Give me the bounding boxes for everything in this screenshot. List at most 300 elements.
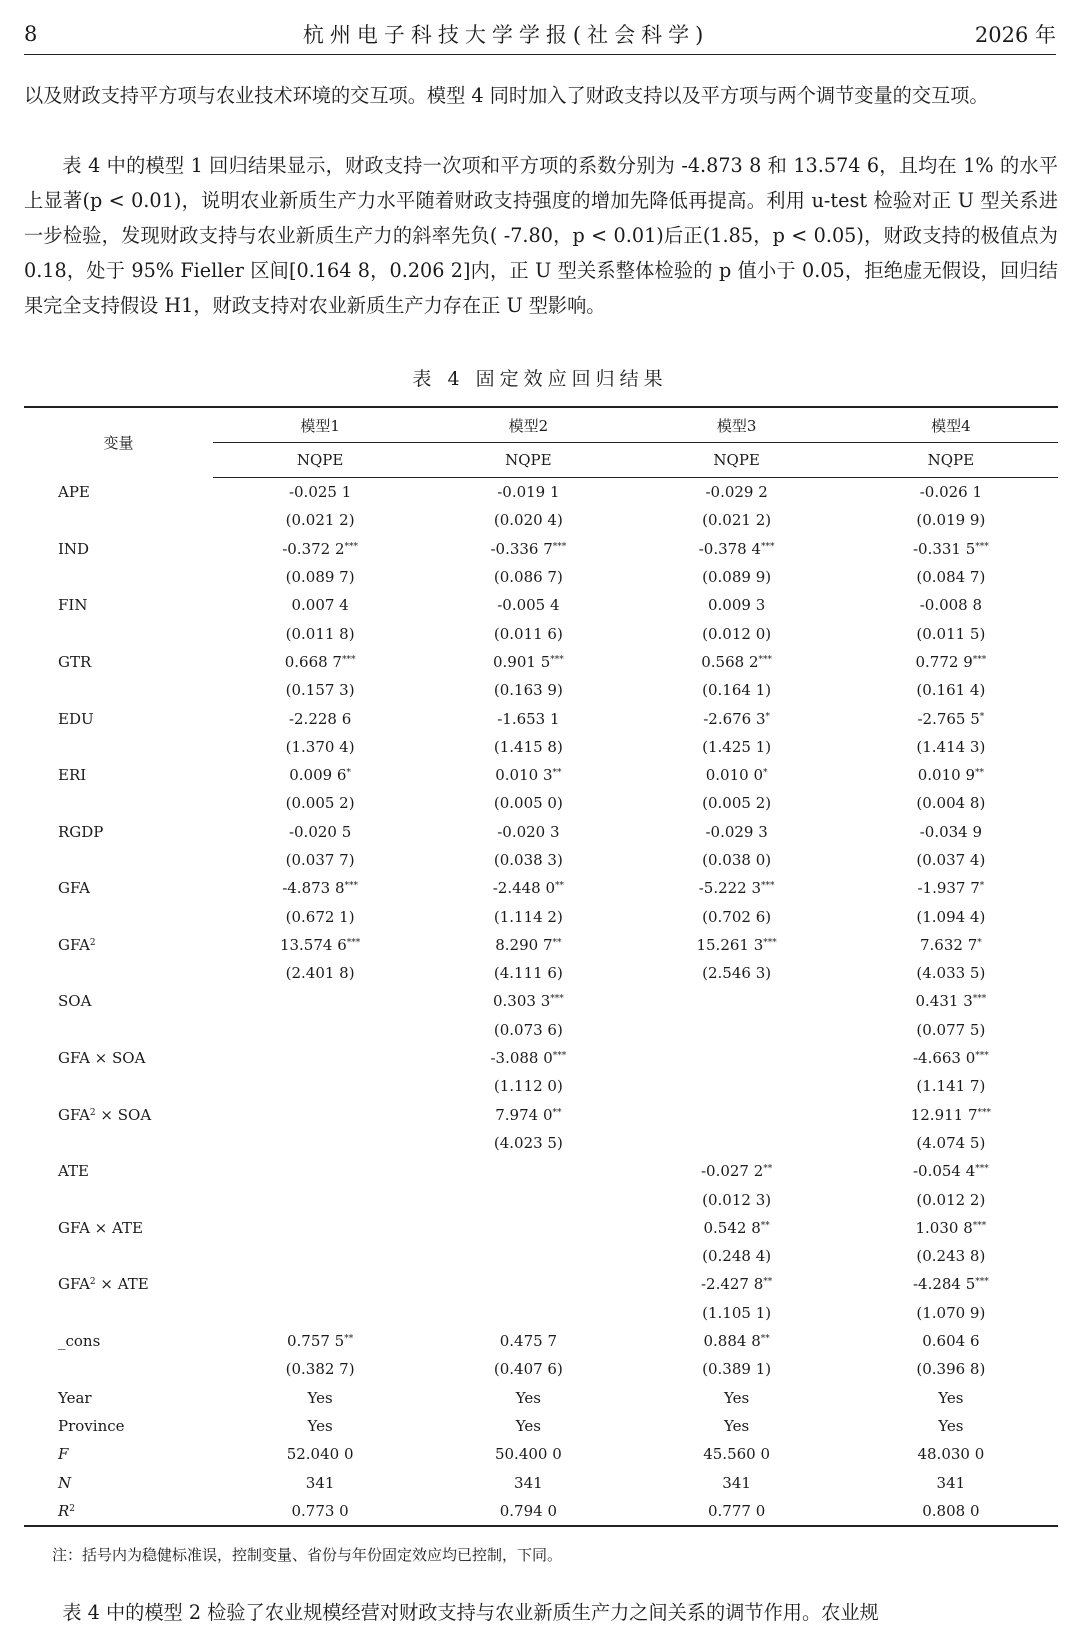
table-row [24, 1214, 1058, 1242]
coefficient-value: 0.010 9 [917, 766, 975, 785]
coefficient-cell [630, 1016, 844, 1044]
coefficient-cell [844, 987, 1058, 1015]
table-row [24, 676, 1058, 704]
coefficient-value: 7.974 0 [495, 1105, 553, 1124]
significance-stars: ** [552, 768, 562, 779]
coefficient-value: -0.020 5 [288, 822, 352, 841]
variable-name-cell [24, 563, 213, 591]
coefficient-value: 50.400 0 [494, 1445, 562, 1464]
coefficient-value: 0.772 9 [915, 652, 973, 671]
coefficient-cell [844, 1129, 1058, 1157]
coefficient-cell [427, 959, 629, 987]
coefficient-value: 341 [514, 1473, 543, 1492]
regression-table [24, 406, 1058, 1527]
variable-suffix: × ATE [95, 1275, 149, 1294]
significance-stars: * [346, 768, 351, 779]
coefficient-value: -4.873 8 [282, 879, 345, 898]
significance-stars: ** [975, 768, 984, 779]
coefficient-cell [844, 1384, 1058, 1412]
coefficient-value: (0.020 4) [493, 511, 563, 530]
coefficient-cell [630, 987, 844, 1015]
significance-stars: ** [760, 1334, 770, 1345]
coefficient-cell [844, 478, 1058, 507]
coefficient-cell [213, 1440, 427, 1468]
coefficient-cell [844, 959, 1058, 987]
coefficient-value: (0.382 7) [285, 1360, 355, 1379]
dependent-variable-header: NQPE [213, 443, 427, 478]
coefficient-cell [427, 761, 629, 789]
coefficient-cell [213, 1072, 427, 1100]
coefficient-value: (4.033 5) [916, 964, 986, 983]
coefficient-value: 341 [305, 1473, 335, 1492]
coefficient-value: -3.088 0 [490, 1049, 553, 1068]
coefficient-cell [844, 506, 1058, 534]
coefficient-cell [630, 1072, 844, 1100]
coefficient-value: Yes [938, 1416, 964, 1435]
coefficient-cell [427, 1299, 629, 1327]
coefficient-cell [213, 1044, 427, 1072]
coefficient-value: -2.427 8 [700, 1275, 764, 1294]
coefficient-value: 52.040 0 [286, 1445, 354, 1464]
table-row [24, 535, 1058, 563]
variable-name-cell [24, 1016, 213, 1044]
table-row [24, 1299, 1058, 1327]
variable-name-cell [24, 1101, 213, 1129]
coefficient-value: 0.568 2 [701, 652, 759, 671]
coefficient-cell [213, 1327, 427, 1355]
coefficient-cell [844, 1468, 1058, 1496]
coefficient-value: -0.019 1 [497, 483, 560, 502]
significance-stars: ** [763, 1277, 773, 1288]
variable-name: EDU [58, 709, 94, 728]
significance-stars: *** [341, 654, 356, 665]
coefficient-cell [844, 619, 1058, 647]
coefficient-cell [427, 591, 629, 619]
coefficient-cell [427, 1101, 629, 1129]
table-note: 注：括号内为稳健标准误，控制变量、省份与年份固定效应均已控制，下同。 [52, 1546, 563, 1564]
variable-name: APE [58, 482, 90, 501]
coefficient-cell [213, 1242, 427, 1270]
coefficient-value: 0.009 3 [707, 596, 766, 615]
coefficient-value: (0.012 2) [916, 1190, 986, 1209]
variable-name: Year [58, 1388, 92, 1407]
coefficient-value: (0.038 0) [702, 851, 772, 869]
model-header: 模型3 [630, 407, 844, 443]
coefficient-cell [427, 846, 629, 874]
coefficient-cell [844, 761, 1058, 789]
table-row [24, 1270, 1058, 1298]
coefficient-cell [630, 1412, 844, 1440]
coefficient-cell [844, 931, 1058, 959]
coefficient-cell [427, 1270, 629, 1298]
coefficient-value: -5.222 3 [698, 879, 762, 898]
coefficient-value: -0.034 9 [919, 822, 983, 841]
coefficient-cell [844, 818, 1058, 846]
significance-stars: *** [550, 654, 564, 665]
variable-name-cell [24, 959, 213, 987]
significance-stars: ** [344, 1334, 354, 1345]
variable-name-cell [24, 676, 213, 704]
coefficient-cell [630, 704, 844, 732]
coefficient-cell [844, 1101, 1058, 1129]
table-row [24, 761, 1058, 789]
significance-stars: * [763, 768, 768, 779]
variable-name-cell [24, 1355, 213, 1383]
coefficient-value: Yes [515, 1416, 541, 1435]
coefficient-value: -1.653 1 [497, 709, 560, 728]
coefficient-value: 0.773 0 [291, 1501, 349, 1520]
coefficient-value: -0.336 7 [490, 539, 553, 558]
coefficient-value: 48.030 0 [917, 1445, 985, 1464]
coefficient-value: (0.005 2) [702, 794, 772, 813]
coefficient-value: (0.248 4) [702, 1247, 772, 1266]
coefficient-value: Yes [938, 1388, 964, 1407]
coefficient-cell [844, 1355, 1058, 1383]
significance-stars: *** [550, 994, 564, 1005]
coefficient-value: (0.073 6) [493, 1020, 563, 1039]
coefficient-value: (0.021 2) [702, 511, 772, 530]
coefficient-cell [427, 704, 629, 732]
coefficient-cell [630, 591, 844, 619]
variable-name: ERI [58, 766, 87, 785]
paragraph-model1-results: 表 4 中的模型 1 回归结果显示，财政支持一次项和平方项的系数分别为 -4.873 8 和 13.574 6，且均在 1% 的水平上显著(p < 0.01)，说明农业新质生产力水平随着财政支持强度的增加先降低再提高。利用 u-test 检验对正 U 型关系进一步检验，发现财政支持与农业新质生产力的斜率先负( -7.80，p < 0.01)后正(1.85，p < 0.05)，财政支持的极值点为 0.18，处于 95% Fieller 区间[0.164 8，0.206 2]内，正 U 型关系整体检验的 p 值小于 0.05，拒绝虚无假设，回归结果完全支持假设 H1，财政支持对农业新质生产力存在正 U 型影响。 [24, 154, 1058, 317]
coefficient-cell [630, 959, 844, 987]
significance-stars: *** [975, 541, 989, 552]
coefficient-value: 341 [722, 1473, 751, 1492]
coefficient-value: -0.020 3 [497, 822, 560, 841]
coefficient-value: 1.030 8 [915, 1218, 973, 1237]
variable-name-cell [24, 506, 213, 534]
coefficient-cell [630, 1327, 844, 1355]
coefficient-cell [427, 1355, 629, 1383]
paragraph-model2-discussion: 表 4 中的模型 2 检验了农业规模经营对财政支持与农业新质生产力之间关系的调节作用。农业规 [62, 1601, 879, 1624]
coefficient-value: 0.794 0 [499, 1501, 557, 1520]
variable-name-cell [24, 1384, 213, 1412]
table-body [24, 478, 1058, 1526]
coefficient-value: (0.672 1) [285, 907, 355, 926]
coefficient-cell [844, 1270, 1058, 1298]
coefficient-cell [844, 1072, 1058, 1100]
coefficient-value: -2.228 6 [288, 709, 352, 728]
table-row [24, 931, 1058, 959]
coefficient-cell [844, 874, 1058, 902]
coefficient-cell [427, 1214, 629, 1242]
coefficient-cell [427, 818, 629, 846]
variable-name-cell [24, 1129, 213, 1157]
coefficient-cell [427, 1072, 629, 1100]
coefficient-value: (0.243 8) [916, 1247, 986, 1266]
table-row [24, 959, 1058, 987]
variable-name: GFA × SOA [58, 1049, 146, 1068]
coefficient-value: 0.303 3 [492, 992, 551, 1011]
table-row [24, 1129, 1058, 1157]
coefficient-cell [844, 902, 1058, 930]
coefficient-cell [630, 1129, 844, 1157]
variable-name-cell [24, 1185, 213, 1213]
coefficient-value: (0.407 6) [493, 1360, 563, 1379]
significance-stars: ** [555, 881, 565, 892]
variable-name-cell [24, 902, 213, 930]
table-row [24, 1497, 1058, 1526]
coefficient-value: (0.396 8) [916, 1360, 986, 1379]
coefficient-value: (0.164 1) [702, 681, 772, 700]
significance-stars: *** [972, 654, 987, 665]
variable-superscript: 2 [89, 1277, 96, 1288]
coefficient-value: 0.475 7 [499, 1332, 557, 1351]
coefficient-cell [213, 846, 427, 874]
coefficient-cell [213, 506, 427, 534]
coefficient-value: (4.111 6) [493, 964, 563, 983]
coefficient-cell [630, 761, 844, 789]
table-row [24, 1072, 1058, 1100]
table-row [24, 591, 1058, 619]
table-row [24, 874, 1058, 902]
significance-stars: *** [344, 881, 359, 892]
coefficient-cell [844, 1327, 1058, 1355]
coefficient-cell [427, 1129, 629, 1157]
variable-name: FIN [58, 596, 88, 615]
coefficient-cell [213, 1016, 427, 1044]
significance-stars: * [977, 937, 982, 948]
significance-stars: * [979, 711, 985, 722]
significance-stars: *** [761, 881, 775, 892]
running-header [24, 14, 1056, 55]
coefficient-value: -0.008 8 [919, 596, 983, 615]
coefficient-value: 0.009 6 [289, 766, 347, 785]
variable-name-cell [24, 733, 213, 761]
coefficient-value: (0.086 7) [493, 568, 563, 587]
coefficient-cell [427, 1384, 629, 1412]
variable-name-cell [24, 619, 213, 647]
coefficient-value: (1.094 4) [916, 907, 986, 926]
variable-name-cell [24, 591, 213, 619]
table-row [24, 648, 1058, 676]
variable-name: GTR [58, 652, 92, 671]
coefficient-value: 12.911 7 [910, 1105, 978, 1124]
variable-name-cell [24, 1468, 213, 1496]
coefficient-cell [427, 563, 629, 591]
coefficient-cell [213, 1214, 427, 1242]
coefficient-cell [213, 704, 427, 732]
variable-name: GFA [58, 1105, 90, 1124]
coefficient-value: (0.163 9) [493, 681, 563, 700]
coefficient-cell [630, 931, 844, 959]
coefficient-value: 0.431 3 [915, 992, 973, 1011]
table-title: 表 4 固定效应回归结果 [412, 368, 668, 390]
coefficient-cell [844, 1497, 1058, 1526]
coefficient-cell [427, 1242, 629, 1270]
coefficient-cell [630, 1384, 844, 1412]
significance-stars: ** [760, 1220, 770, 1231]
coefficient-cell [844, 1185, 1058, 1213]
significance-stars: *** [552, 1051, 567, 1062]
coefficient-cell [630, 846, 844, 874]
table-row [24, 987, 1058, 1015]
variable-name: F [58, 1445, 69, 1464]
coefficient-value: 13.574 6 [279, 935, 347, 954]
variable-name-cell [24, 1299, 213, 1327]
variable-name-cell [24, 874, 213, 902]
table-row [24, 818, 1058, 846]
coefficient-value: (1.425 1) [702, 737, 772, 756]
coefficient-cell [427, 1157, 629, 1185]
variable-name-cell [24, 1497, 213, 1526]
coefficient-value: (0.089 7) [285, 568, 355, 587]
table-row [24, 506, 1058, 534]
coefficient-cell [213, 563, 427, 591]
journal-year: 2026 年 [974, 23, 1056, 47]
table-row [24, 1468, 1058, 1496]
coefficient-value: (0.019 9) [916, 511, 986, 530]
significance-stars: ** [552, 937, 562, 948]
coefficient-value: (0.011 5) [916, 624, 986, 643]
coefficient-cell [427, 1468, 629, 1496]
coefficient-value: (1.070 9) [916, 1303, 986, 1322]
coefficient-cell [630, 478, 844, 507]
table-row [24, 1101, 1058, 1129]
coefficient-cell [213, 648, 427, 676]
coefficient-value: 0.757 5 [286, 1332, 345, 1351]
coefficient-cell [844, 1044, 1058, 1072]
significance-stars: *** [758, 654, 772, 665]
dependent-variable-header: NQPE [844, 443, 1058, 478]
coefficient-value: 0.668 7 [284, 652, 342, 671]
coefficient-value: (0.005 0) [493, 794, 563, 813]
variable-name-cell [24, 846, 213, 874]
coefficient-value: (0.037 4) [916, 851, 986, 869]
coefficient-value: 7.632 7 [919, 935, 978, 954]
coefficient-cell [213, 1384, 427, 1412]
coefficient-cell [844, 704, 1058, 732]
variable-name-cell [24, 1242, 213, 1270]
coefficient-value: -0.378 4 [698, 539, 762, 558]
coefficient-value: (1.105 1) [702, 1303, 772, 1322]
coefficient-cell [213, 1101, 427, 1129]
coefficient-cell [213, 1270, 427, 1298]
variable-header: 变量 [24, 407, 213, 478]
dependent-variable-header: NQPE [427, 443, 629, 478]
coefficient-cell [427, 1016, 629, 1044]
significance-stars: *** [975, 1051, 989, 1062]
coefficient-cell [630, 535, 844, 563]
coefficient-cell [630, 1497, 844, 1526]
coefficient-cell [844, 591, 1058, 619]
coefficient-cell [213, 535, 427, 563]
variable-name: N [58, 1473, 72, 1492]
significance-stars: *** [977, 1107, 992, 1118]
coefficient-value: -2.676 3 [703, 709, 766, 728]
coefficient-cell [427, 874, 629, 902]
coefficient-value: 341 [936, 1473, 966, 1492]
coefficient-cell [213, 676, 427, 704]
variable-name-cell [24, 818, 213, 846]
coefficient-value: -0.054 4 [912, 1162, 976, 1181]
coefficient-cell [844, 1157, 1058, 1185]
coefficient-value: (0.012 3) [702, 1190, 772, 1209]
coefficient-value: -1.937 7 [917, 879, 980, 898]
coefficient-cell [213, 619, 427, 647]
coefficient-cell [630, 1044, 844, 1072]
coefficient-cell [630, 1101, 844, 1129]
variable-name-cell [24, 987, 213, 1015]
coefficient-value: -0.005 4 [497, 596, 560, 615]
coefficient-value: 0.542 8 [703, 1218, 761, 1237]
significance-stars: *** [972, 994, 987, 1005]
coefficient-value: 0.808 0 [922, 1501, 980, 1520]
page-number: 8 [24, 22, 38, 46]
coefficient-value: (0.702 6) [702, 907, 772, 926]
coefficient-cell [844, 535, 1058, 563]
variable-name-cell [24, 1327, 213, 1355]
significance-stars: ** [552, 1107, 562, 1118]
coefficient-value: Yes [307, 1416, 333, 1435]
coefficient-value: -0.372 2 [282, 539, 345, 558]
coefficient-value: Yes [307, 1388, 333, 1407]
table-row [24, 789, 1058, 817]
table-row [24, 619, 1058, 647]
coefficient-value: 0.901 5 [492, 652, 551, 671]
table-row [24, 1384, 1058, 1412]
coefficient-cell [844, 1242, 1058, 1270]
coefficient-value: (4.074 5) [916, 1133, 986, 1152]
variable-name: ATE [58, 1162, 89, 1181]
variable-name: _cons [58, 1332, 101, 1351]
coefficient-value: (1.414 3) [916, 737, 986, 756]
coefficient-cell [213, 818, 427, 846]
model-header: 模型1 [213, 407, 427, 443]
coefficient-value: (4.023 5) [493, 1133, 563, 1152]
coefficient-cell [213, 959, 427, 987]
coefficient-cell [630, 1468, 844, 1496]
coefficient-cell [630, 1242, 844, 1270]
table-row [24, 733, 1058, 761]
variable-suffix: × SOA [95, 1105, 152, 1124]
coefficient-cell [213, 874, 427, 902]
coefficient-cell [213, 902, 427, 930]
coefficient-cell [427, 478, 629, 507]
variable-name: SOA [58, 992, 92, 1011]
coefficient-cell [630, 1214, 844, 1242]
coefficient-value: -4.663 0 [912, 1049, 976, 1068]
coefficient-cell [213, 761, 427, 789]
coefficient-cell [630, 619, 844, 647]
table-row [24, 1044, 1058, 1072]
coefficient-cell [630, 1355, 844, 1383]
variable-name-cell [24, 648, 213, 676]
variable-name-cell [24, 535, 213, 563]
variable-name-cell [24, 1440, 213, 1468]
variable-name-cell [24, 1214, 213, 1242]
variable-name: IND [58, 539, 90, 558]
significance-stars: *** [344, 541, 359, 552]
coefficient-value: (0.021 2) [285, 511, 355, 530]
variable-name: GFA × ATE [58, 1218, 143, 1237]
coefficient-cell [427, 535, 629, 563]
coefficient-value: (0.037 7) [285, 851, 355, 869]
coefficient-cell [213, 1468, 427, 1496]
coefficient-value: (0.089 9) [702, 568, 772, 587]
significance-stars: *** [972, 1220, 987, 1231]
coefficient-value: (0.004 8) [916, 794, 986, 813]
table-row [24, 1242, 1058, 1270]
variable-name-cell [24, 1412, 213, 1440]
table-row [24, 902, 1058, 930]
coefficient-cell [213, 1157, 427, 1185]
table-row [24, 1016, 1058, 1044]
coefficient-cell [427, 733, 629, 761]
coefficient-value: Yes [724, 1388, 750, 1407]
coefficient-value: (0.005 2) [285, 794, 355, 813]
